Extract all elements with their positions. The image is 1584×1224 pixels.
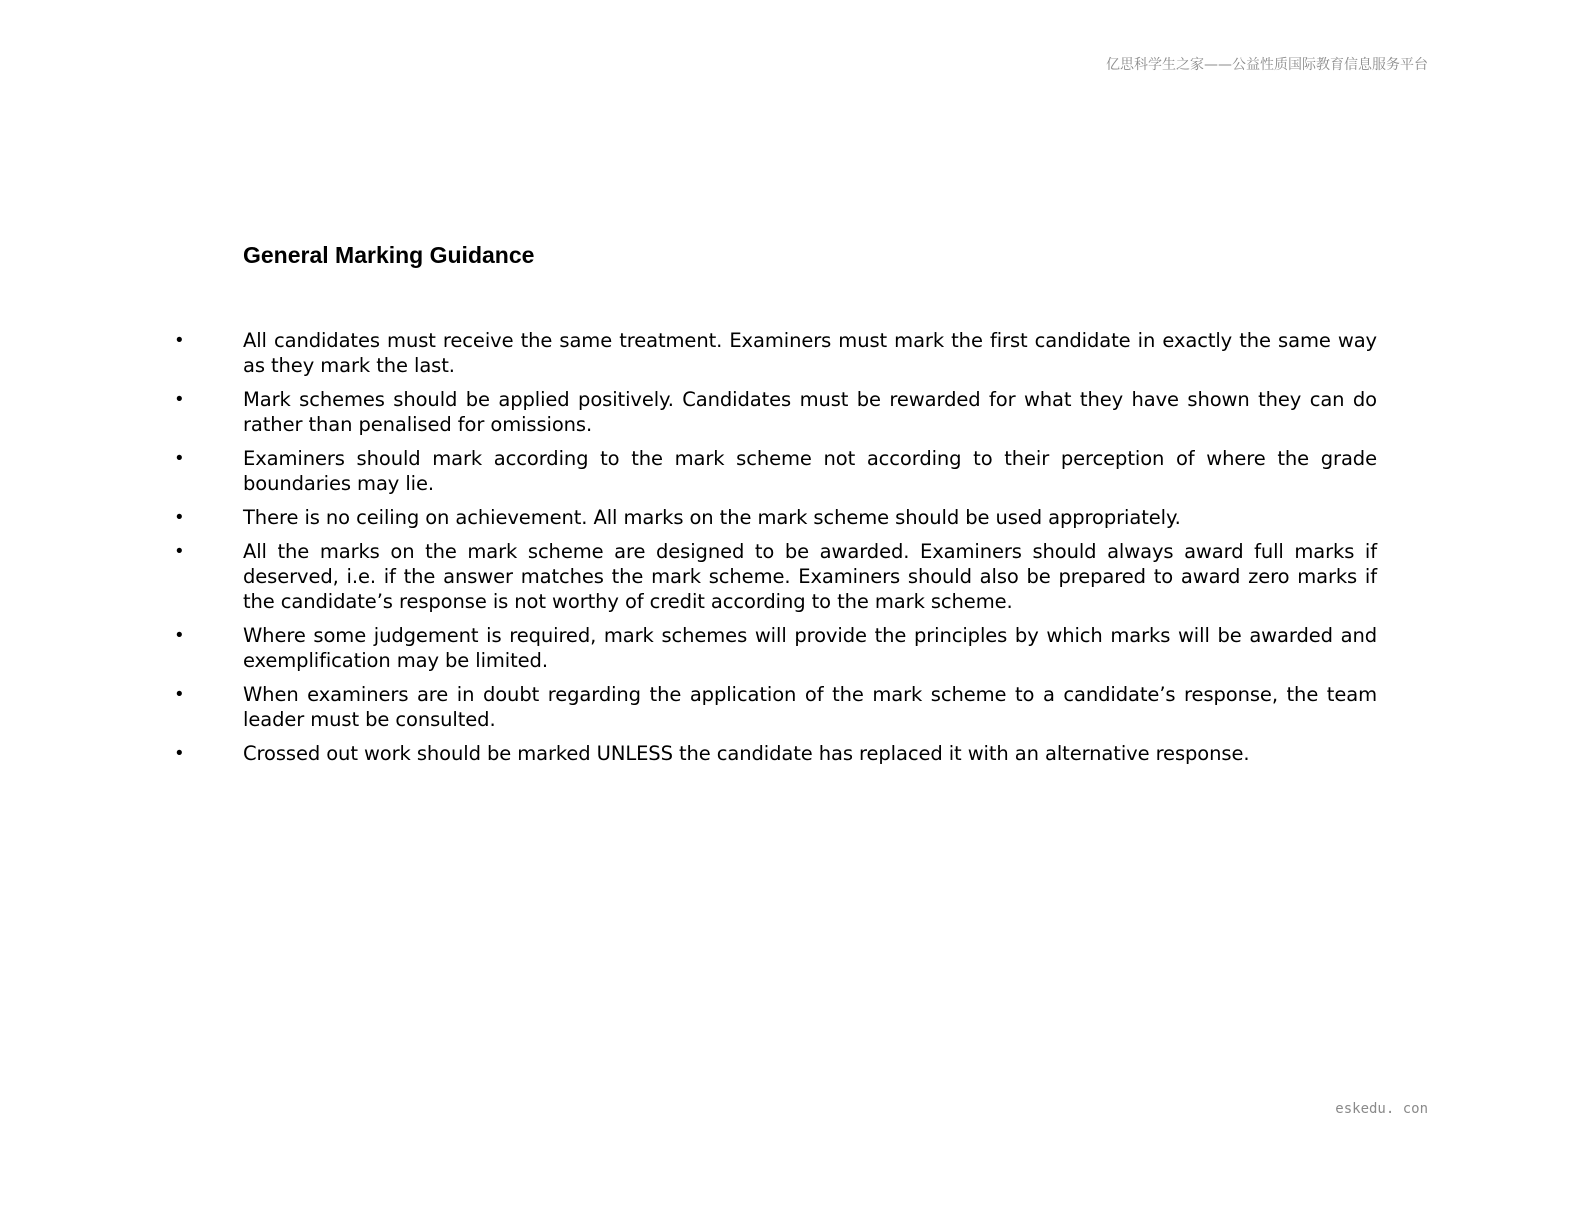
guidance-list	[0, 328, 1584, 775]
list-item-text: Where some judgement is required, mark schemes will provide the principles by which marks will be awarded and exemplification may be limited.	[243, 624, 1377, 672]
list-item-text: Examiners should mark according to the mark scheme not according to their perception of where the grade boundaries may lie.	[243, 447, 1377, 495]
list-item	[0, 682, 1377, 732]
list-item-text: Mark schemes should be applied positively. Candidates must be rewarded for what they have shown they can do rather than penalised for omissions.	[243, 388, 1377, 436]
list-item-text: All the marks on the mark scheme are designed to be awarded. Examiners should always award full marks if deserved, i.e. if the answer matches the mark scheme. Examiners should also be prepared to award zero marks if the candidate’s response is not worthy of credit according to the mark scheme.	[243, 540, 1377, 613]
list-item	[0, 446, 1377, 496]
page-title: General Marking Guidance	[243, 242, 535, 268]
bullet-icon: •	[176, 625, 183, 646]
list-item-text: All candidates must receive the same treatment. Examiners must mark the first candidate in exactly the same way as they mark the last.	[243, 329, 1377, 377]
list-item	[0, 505, 1377, 530]
bullet-icon: •	[176, 507, 183, 528]
bullet-icon: •	[176, 448, 183, 469]
list-item	[0, 623, 1377, 673]
footer-watermark: eskedu. con	[1335, 1101, 1428, 1117]
list-item	[0, 741, 1377, 766]
list-item	[0, 387, 1377, 437]
list-item-text: There is no ceiling on achievement. All marks on the mark scheme should be used appropriately.	[243, 506, 1181, 529]
bullet-icon: •	[176, 330, 183, 351]
list-item	[0, 328, 1377, 378]
header-watermark: 亿思科学生之家——公益性质国际教育信息服务平台	[1106, 57, 1428, 73]
list-item	[0, 539, 1377, 614]
bullet-icon: •	[176, 684, 183, 705]
bullet-icon: •	[176, 541, 183, 562]
bullet-icon: •	[176, 743, 183, 764]
list-item-text: When examiners are in doubt regarding the application of the mark scheme to a candidate’s response, the team leader must be consulted.	[243, 683, 1377, 731]
bullet-icon: •	[176, 389, 183, 410]
list-item-text: Crossed out work should be marked UNLESS the candidate has replaced it with an alternative response.	[243, 742, 1250, 765]
